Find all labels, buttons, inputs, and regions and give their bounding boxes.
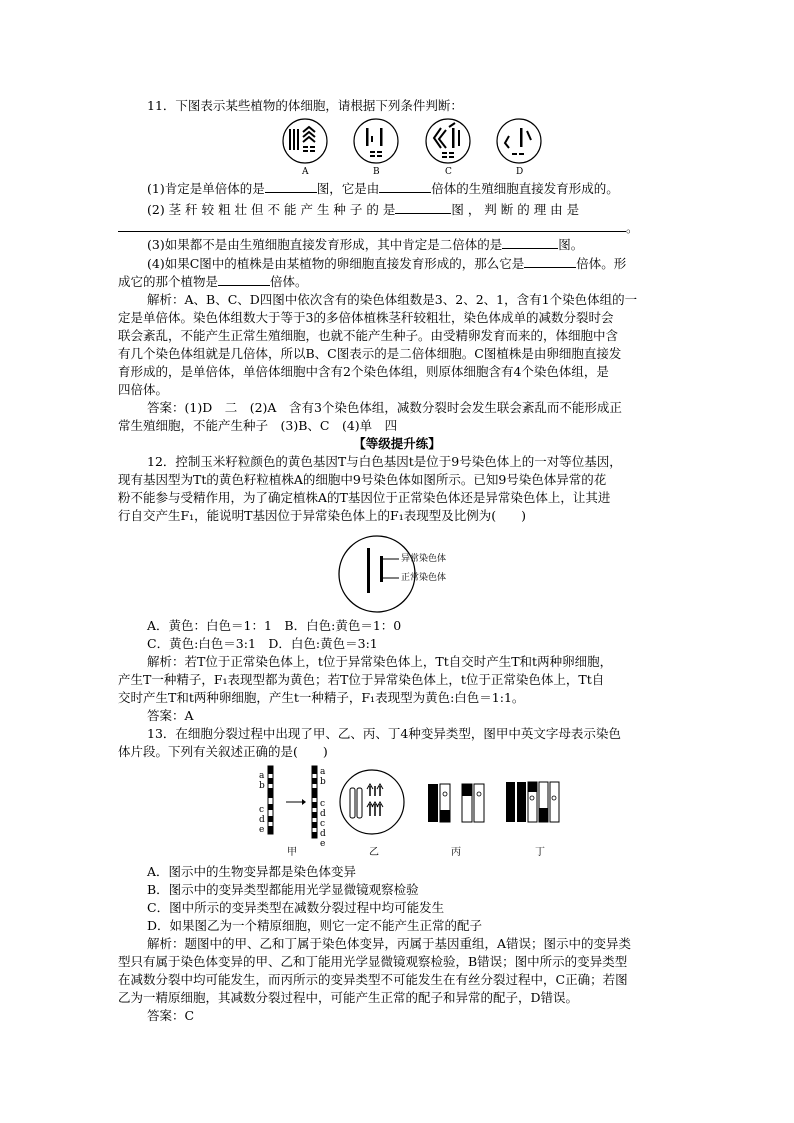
q11-explanation-line: 育形成的，是单倍体，单倍体细胞中含有2个染色体组，则原体细胞含有4个染色体组，是 [118, 364, 609, 379]
q12-explanation-line: 产生T一种精子，F₁表现型都为黄色；若T位于异常染色体上，t位于正常染色体上，Tt自 [118, 672, 605, 687]
label-normal-chromosome: 正常染色体 [401, 573, 447, 583]
answer-blank[interactable] [118, 219, 626, 232]
segment-label: d [259, 815, 265, 825]
q11-part4: (4)如果C图中的植株是由某植物的卵细胞直接发育形成的，那么它是 倍体。形 [147, 256, 627, 271]
q11-cell-diagrams [0, 118, 794, 178]
segment-label: e [320, 839, 326, 849]
segment-label: d [320, 809, 326, 819]
answer-blank[interactable] [502, 236, 558, 249]
answer-blank[interactable] [265, 180, 317, 193]
cell-label-a: A [302, 167, 309, 177]
answer-blank[interactable] [218, 273, 270, 286]
cell-a-diagram [283, 119, 327, 163]
q11-explanation-line: 解析：A、B、C、D四图中依次含有的染色体组数是3、2、2、1，含有1个染色体组的一 [147, 292, 638, 307]
figure-bing [428, 784, 484, 822]
cell-label-d: D [516, 167, 524, 177]
segment-label: e [259, 825, 265, 835]
q11-explanation-line: 联会紊乱，不能产生正常生殖细胞，也就不能产生种子。由受精卵发育而来的，体细胞中含 [118, 328, 619, 343]
figure-jia [268, 766, 317, 838]
segment-label: a [259, 771, 265, 781]
q13-stem-line: 13．在细胞分裂过程中出现了甲、乙、丙、丁4种变异类型，图甲中英文字母表示染色 [147, 726, 621, 741]
q12-options-ab: A．黄色：白色＝1：1 B．白色:黄色＝1：0 [147, 618, 402, 633]
q13-variation-diagrams [0, 764, 794, 844]
q12-stem-line: 粉不能参与受精作用，为了确定植株A的T基因位于正常染色体还是异常染色体上，让其进 [118, 490, 611, 505]
q12-stem-line: 行自交产生F₁，能说明T基因位于异常染色体上的F₁表现型及比例为( ) [118, 508, 526, 523]
q11-explanation-line: 定是单倍体。染色体组数大于等于3的多倍体植株茎秆较粗壮，染色体成单的减数分裂时会 [118, 310, 614, 325]
answer-blank[interactable] [395, 201, 451, 214]
cell-c-diagram [426, 119, 470, 163]
q13-option-a: A．图示中的生物变异都是染色体变异 [147, 864, 357, 879]
q13-option-c: C．图中所示的变异类型在减数分裂过程中均可能发生 [147, 900, 445, 915]
q11-stem: 11．下图表示某些植物的体细胞，请根据下列条件判断： [147, 98, 463, 113]
segment-label: a [320, 767, 326, 777]
q11-part2: (2) 茎 秆 较 粗 壮 但 不 能 产 生 种 子 的 是 图 ， 判 断 的 理 由 是 [147, 202, 580, 217]
q12-explanation-line: 解析：若T位于正常染色体上，t位于异常染色体上，Tt自交时产生T和t两种卵细胞， [147, 654, 613, 669]
answer-blank[interactable] [524, 255, 576, 268]
cell-label-b: B [373, 167, 380, 177]
q12-options-cd: C．黄色:白色＝3:1 D．白色:黄色＝3:1 [147, 636, 378, 651]
label-abnormal-chromosome: 异常染色体 [401, 554, 447, 564]
q13-option-b: B．图示中的变异类型都能用光学显微镜观察检验 [147, 882, 419, 897]
q13-answer: 答案：C [147, 1008, 195, 1023]
q11-part3: (3)如果都不是由生殖细胞直接发育形成，其中肯定是二倍体的是 图。 [147, 237, 584, 252]
q11-part1: (1)肯定是单倍体的是 图，它是由 倍体的生殖细胞直接发育形成的。 [147, 181, 619, 196]
q13-option-d: D．如果图乙为一个精原细胞，则它一定不能产生正常的配子 [147, 918, 483, 933]
figure-label-ding: 丁 [535, 847, 545, 858]
figure-ding [506, 782, 559, 822]
segment-label: c [320, 819, 326, 829]
q13-explanation-line: 在减数分裂中均可能发生，而丙所示的变异类型不可能发生在有丝分裂过程中，C正确；若图 [118, 972, 628, 987]
q12-stem-line: 现有基因型为Tt的黄色籽粒植株A的细胞中9号染色体如图所示。已知9号染色体异常的花 [118, 472, 607, 487]
section-title: 【等级提升练】 [353, 436, 441, 451]
q12-answer: 答案：A [147, 708, 194, 723]
figure-yi [340, 770, 404, 834]
q12-explanation-line: 交时产生T和t两种卵细胞，产生t一种精子，F₁表现型为黄色:白色＝1:1。 [118, 690, 525, 705]
segment-label: c [320, 799, 326, 809]
q11-answer-line: 常生殖细胞，不能产生种子 (3)B、C (4)单 四 [118, 418, 398, 433]
segment-label: b [320, 777, 326, 787]
q12-stem-line: 12．控制玉米籽粒颜色的黄色基因T与白色基因t是位于9号染色体上的一对等位基因， [147, 454, 622, 469]
q13-explanation-line: 型只有属于染色体变异的甲、乙和丁能用光学显微镜观察检验，B错误；图中所示的变异类型 [118, 954, 628, 969]
answer-blank[interactable] [379, 180, 431, 193]
segment-label: c [259, 805, 265, 815]
figure-label-yi: 乙 [369, 847, 379, 858]
q11-explanation-line: 四倍体。 [118, 382, 169, 397]
cell-label-c: C [445, 167, 452, 177]
segment-label: d [320, 829, 326, 839]
q11-explanation-line: 有几个染色体组就是几倍体，所以B、C图表示的是二倍体细胞。C图植株是由卵细胞直接发 [118, 346, 622, 361]
cell-d-diagram [497, 119, 541, 163]
segment-label: b [259, 781, 265, 791]
q13-stem-line: 体片段。下列有关叙述正确的是( ) [118, 744, 328, 759]
q11-part2-line2: 。 [118, 219, 639, 237]
figure-label-jia: 甲 [287, 847, 297, 858]
q13-explanation-line: 乙为一精原细胞，其减数分裂过程中，可能产生正常的配子和异常的配子，D错误。 [118, 990, 579, 1005]
q11-part4-line2: 成它的那个植物是 倍体。 [118, 274, 308, 289]
q13-explanation-line: 解析：题图中的甲、乙和丁属于染色体变异，丙属于基因重组，A错误；图示中的变异类 [147, 936, 632, 951]
q11-answer-line: 答案：(1)D 二 (2)A 含有3个染色体组，减数分裂时会发生联会紊乱而不能形成正 [147, 400, 622, 415]
cell-b-diagram [354, 119, 398, 163]
figure-label-bing: 丙 [451, 847, 461, 858]
